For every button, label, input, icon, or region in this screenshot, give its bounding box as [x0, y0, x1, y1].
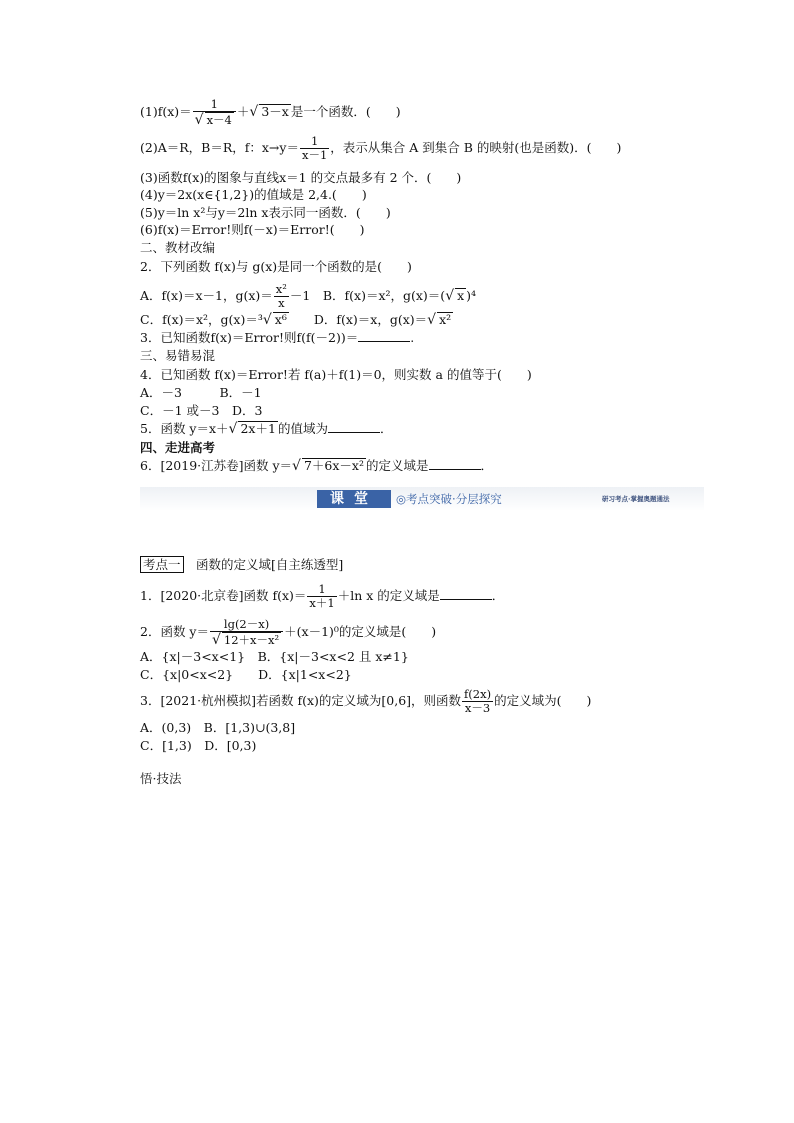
item-2: (2)A＝R，B＝R，f：x→y＝ $\frac{1}{x-1}$ ，表示从集合 A 到集合 B 的映射(也是函数)．( )	[140, 134, 622, 162]
section-heading-3: 三、易错易混	[140, 348, 216, 363]
answer-blank	[358, 331, 410, 342]
section-banner	[140, 487, 704, 511]
item-3: (3)函数f(x)的图象与直线x＝1 的交点最多有 2 个．( )	[140, 170, 462, 185]
section-heading-4: 四、走进高考	[140, 440, 216, 455]
problem-4-options-ab: A．－3 B．－1	[140, 385, 262, 400]
fraction: $\frac{1}{√ x-4}$	[193, 98, 236, 127]
banner-tagline: 研习考点·掌握奥题通法	[602, 495, 670, 503]
item-1-prefix: (1)f(x)＝	[140, 104, 192, 119]
problem-2-options-cd: C．f(x)＝x²，g(x)＝³√ x⁶ D．f(x)＝x，g(x)＝√ x²	[140, 312, 452, 328]
fraction: $\frac{\text{x²}}{x}$	[275, 282, 287, 310]
problem-6: 6．[2019·江苏卷]函数 y＝√ 7＋6x－x² 的定义域是 ．	[140, 458, 494, 474]
banner-subtitle: ◎考点突破·分层探究	[396, 492, 502, 506]
kaodian-problem-1: 1．[2020·北京卷]函数 f(x)＝ $\frac{1}{x+1}$ ＋ln x 的定义域是 ．	[140, 582, 505, 610]
kaodian-problem-3-options-cd: C．[1,3) D．[0,3)	[140, 738, 257, 753]
problem-2-stem: 2．下列函数 f(x)与 g(x)是同一个函数的是( )	[140, 259, 412, 274]
kaodian-title: 函数的定义域[自主练透型]	[183, 557, 344, 572]
item-1: (1)f(x)＝ $\frac{1}{√ x-4}$ ＋√ 3－x 是一个函数．( )	[140, 97, 401, 128]
kaodian-problem-2-options-cd: C．{x|0<x<2} D．{x|1<x<2}	[140, 667, 352, 682]
fraction: $\frac{1}{x-1}$	[301, 134, 328, 162]
fraction: $\frac{f(2x)}{x-3}$	[464, 687, 492, 715]
item-6: (6)f(x)＝Error!则f(－x)＝Error!( )	[140, 222, 365, 237]
problem-3: 3．已知函数f(x)＝Error!则f(f(－2))＝ .	[140, 330, 415, 345]
item-5: (5)y＝ln x²与y＝2ln x表示同一函数．( )	[140, 205, 391, 220]
item-1-suffix: 是一个函数．( )	[290, 104, 401, 119]
fraction: $\frac{1}{x+1}$	[309, 582, 335, 610]
kaodian-problem-2: 2．函数 y＝ $\frac{\lg(2-x)}{\text{√ 12＋x－x²}}$ ＋(x－1)⁰的定义域是( )	[140, 617, 437, 648]
kaodian-problem-2-options-ab: A．{x|－3<x<1} B．{x|－3<x<2 且 x≠1}	[140, 649, 409, 664]
problem-2-options-ab: A．f(x)＝x－1，g(x)＝ $\frac{\text{x²}}{x}$ －1 B．f(x)＝x²，g(x)＝(√ x )⁴	[140, 282, 477, 310]
problem-4-options-cd: C．－1 或－3 D．3	[140, 403, 263, 418]
kaodian-problem-3-options-ab: A．(0,3) B．[1,3)∪(3,8]	[140, 720, 296, 735]
kaodian-heading	[140, 557, 343, 573]
answer-blank	[440, 589, 492, 600]
fraction: $\frac{\lg(2-x)}{\text{√ 12＋x－x²}}$	[210, 618, 283, 647]
technique-heading: 悟·技法	[140, 771, 182, 786]
banner-title: 课堂	[317, 490, 391, 508]
kaodian-label: 考点一	[140, 556, 184, 573]
radical: 3－x	[261, 104, 289, 119]
answer-blank	[328, 422, 380, 433]
answer-blank	[429, 459, 481, 470]
kaodian-problem-3: 3．[2021·杭州模拟]若函数 f(x)的定义域为[0,6]，则函数 $\frac{f(2x)}{x-3}$ 的定义域为( )	[140, 687, 592, 715]
item-4: (4)y＝2x(x∈{1,2})的值域是 2,4.( )	[140, 187, 367, 202]
problem-5: 5．函数 y＝x＋√ 2x＋1 的值域为 ．	[140, 421, 393, 437]
problem-4-stem: 4．已知函数 f(x)＝Error!若 f(a)＋f(1)＝0，则实数 a 的值等于( )	[140, 367, 532, 382]
section-heading-2: 二、教材改编	[140, 240, 216, 255]
